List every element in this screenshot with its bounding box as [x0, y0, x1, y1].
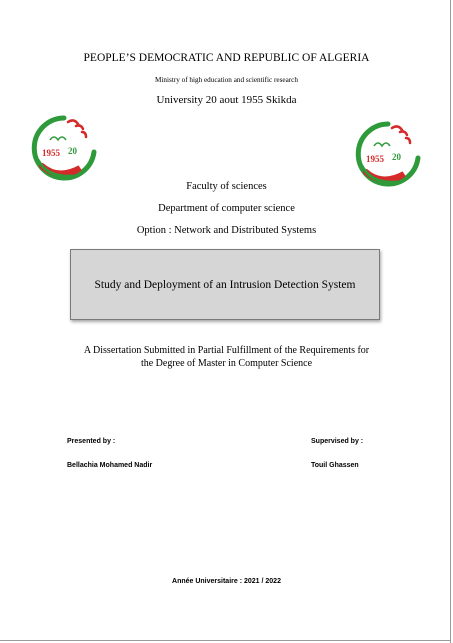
university-name: University 20 aout 1955 Skikda [156, 94, 297, 106]
option-line: Option : Network and Distributed Systems [136, 225, 317, 236]
dissertation-statement-line2: the Degree of Master in Computer Science [140, 358, 313, 369]
page-edge-bottom [0, 640, 451, 641]
supervisor-name: Touil Ghassen [311, 462, 359, 469]
university-logo-icon [28, 112, 100, 184]
academic-year: Année Universitaire : 2021 / 2022 [172, 578, 281, 585]
logo-number-text: 20 [68, 146, 77, 156]
dissertation-title: Study and Deployment of an Intrusion Detection System [94, 278, 356, 291]
dissertation-statement-line1: A Dissertation Submitted in Partial Fulfillment of the Requirements for [83, 345, 370, 356]
title-box [70, 249, 380, 320]
presented-by-label: Presented by : [67, 438, 116, 445]
department-line: Department of computer science [158, 203, 295, 214]
ministry-line: Ministry of high education and scientific research [155, 76, 298, 84]
faculty-line: Faculty of sciences [186, 181, 267, 192]
university-logo-icon [352, 118, 424, 190]
presenter-name: Bellachia Mohamed Nadir [67, 462, 153, 469]
logo-number-text: 20 [392, 152, 401, 162]
country-heading: PEOPLE’S DEMOCRATIC AND REPUBLIC OF ALGERIA [83, 52, 370, 64]
supervised-by-label: Supervised by : [311, 438, 364, 445]
logo-year-text: 1955 [42, 148, 60, 158]
logo-year-text: 1955 [366, 154, 384, 164]
